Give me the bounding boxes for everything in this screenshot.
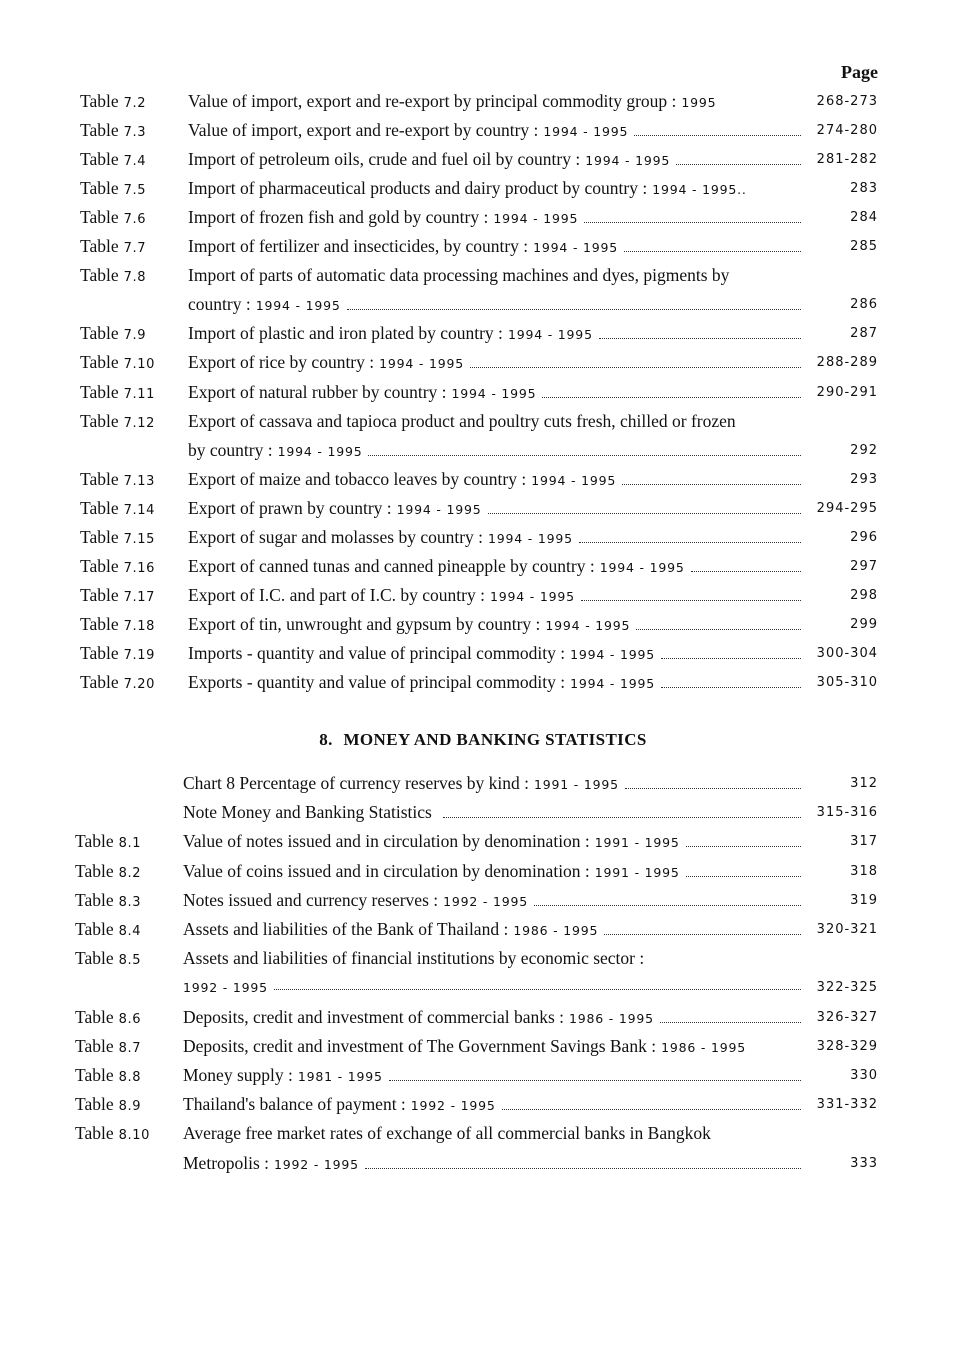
dot-leader [625, 788, 801, 789]
table-label [80, 382, 185, 403]
toc-entry [0, 798, 966, 827]
entry-years: 1994 - 1995 [255, 298, 341, 314]
page-number: 330 [850, 1068, 878, 1083]
toc-entry [0, 886, 966, 915]
page-number: 315-316 [816, 805, 878, 821]
toc-entry [0, 145, 966, 174]
toc-entry [0, 1003, 966, 1032]
entry-title-text: Value of import, export and re-export by principal commodity group : [188, 91, 677, 111]
page-number: 268-273 [816, 94, 878, 109]
table-label [75, 1153, 180, 1174]
table-label [80, 614, 185, 635]
entry-title [188, 294, 801, 315]
table-label [75, 890, 180, 911]
entry-years: 1994 - 1995 [379, 356, 465, 372]
table-word: Table [80, 323, 119, 344]
entry-title [188, 614, 801, 635]
entry-title-text: Value of notes issued and in circulation by denomination : [183, 831, 590, 852]
table-label [80, 294, 185, 315]
entry-title [188, 527, 801, 548]
dot-leader [676, 164, 801, 165]
table-word: Table [75, 1035, 114, 1056]
page-number: 305-310 [816, 675, 878, 690]
entry-years: 1994 - 1995.. [652, 182, 747, 198]
dot-leader [686, 846, 801, 847]
table-label [80, 411, 185, 432]
table-label [75, 1123, 180, 1144]
table-word: Table [75, 919, 114, 939]
page-column-header: Page [841, 62, 878, 82]
table-number: 8.10 [118, 1128, 150, 1144]
entry-title [188, 352, 801, 373]
table-label [80, 469, 185, 490]
entry-years: 1994 - 1995 [489, 588, 575, 604]
table-word: Table [80, 642, 119, 663]
entry-title [183, 948, 801, 969]
entry-years: 1992 - 1995 [183, 980, 268, 996]
page-number: 312 [850, 776, 878, 791]
table-word: Table [80, 178, 119, 199]
entry-title-text: Metropolis : [183, 1152, 270, 1173]
table-word: Table [75, 1094, 114, 1115]
table-word: Table [80, 613, 119, 634]
toc-entry [0, 261, 966, 290]
table-label [80, 556, 185, 577]
entry-title [183, 1094, 801, 1115]
table-label [80, 323, 185, 344]
table-number: 7.9 [123, 328, 147, 344]
table-number: 8.9 [118, 1099, 142, 1115]
toc-entry [0, 290, 966, 319]
page-number: 317 [850, 834, 878, 850]
page-number: 296 [850, 529, 878, 545]
entry-title-text: Deposits, credit and investment of The Government Savings Bank : [183, 1035, 657, 1056]
toc-entry [0, 827, 966, 856]
toc-entry [0, 769, 966, 798]
dot-leader [661, 658, 801, 659]
table-label [80, 207, 185, 228]
toc-entry [0, 1119, 966, 1148]
table-word: Table [80, 91, 119, 111]
entry-title-text: Imports - quantity and value of principal commodity : [188, 642, 566, 663]
table-number: 8.7 [118, 1040, 142, 1056]
table-label [75, 773, 180, 794]
entry-title [183, 1007, 801, 1028]
entry-title [188, 411, 801, 432]
table-label [80, 440, 185, 461]
dot-leader [365, 1168, 801, 1169]
entry-title-text: Thailand's balance of payment : [183, 1094, 406, 1115]
dot-leader [584, 222, 801, 223]
entry-title [183, 919, 801, 940]
table-label [80, 585, 185, 606]
table-number: 8.4 [118, 924, 142, 939]
entry-title [188, 265, 801, 286]
table-word: Table [80, 207, 119, 228]
table-label [80, 352, 185, 373]
toc-entry [0, 915, 966, 944]
entry-years: 1981 - 1995 [297, 1069, 383, 1084]
page-number: 331-332 [816, 1097, 878, 1113]
entry-years: 1994 - 1995 [451, 385, 537, 401]
table-number: 7.13 [123, 473, 155, 489]
table-number: 8.2 [118, 865, 142, 881]
entry-title [188, 236, 801, 257]
table-word: Table [75, 889, 114, 910]
table-label [80, 236, 185, 257]
table-label [75, 948, 180, 969]
table-word: Table [80, 410, 119, 431]
dot-leader [534, 905, 801, 906]
entry-years: 1992 - 1995 [274, 1156, 359, 1172]
entry-years: 1986 - 1995 [661, 1039, 746, 1055]
entry-title [183, 773, 801, 794]
table-word: Table [80, 584, 119, 605]
entry-title [188, 149, 801, 170]
entry-title-text: Export of maize and tobacco leaves by country : [188, 468, 527, 489]
entry-years: 1994 - 1995 [570, 676, 656, 691]
table-number: 8.5 [118, 953, 142, 969]
table-word: Table [80, 672, 119, 692]
entry-title [188, 498, 801, 519]
table-number: 7.2 [123, 96, 147, 111]
entry-title [188, 556, 801, 577]
entry-years: 1995 [681, 95, 717, 110]
entry-years: 1986 - 1995 [569, 1010, 654, 1026]
page-number: 318 [850, 863, 878, 879]
entry-years: 1991 - 1995 [594, 864, 680, 880]
entry-years: 1994 - 1995 [396, 501, 482, 517]
entry-title-text: Assets and liabilities of financial institutions by economic sector : [183, 948, 645, 969]
entry-title-text: Export of I.C. and part of I.C. by country : [188, 584, 485, 605]
table-word: Table [80, 555, 119, 576]
table-label [80, 120, 185, 141]
table-word: Table [80, 526, 119, 547]
table-word: Table [75, 1006, 114, 1027]
page-number: 299 [850, 616, 878, 632]
table-label [75, 1036, 180, 1057]
page-number: 287 [850, 326, 878, 342]
table-label [80, 672, 185, 693]
entry-title [183, 1036, 801, 1057]
entry-title [183, 802, 801, 823]
toc-entry [0, 944, 966, 973]
page-number: 293 [850, 471, 878, 487]
entry-title [183, 831, 801, 852]
table-label [75, 919, 180, 940]
entry-title-text: Value of import, export and re-export by country : [188, 120, 539, 141]
toc-entry [0, 973, 966, 1002]
entry-title-text: Exports - quantity and value of principal commodity : [188, 672, 566, 692]
toc-entry [0, 581, 966, 610]
entry-years: 1986 - 1995 [513, 923, 599, 938]
table-number: 7.14 [123, 502, 155, 518]
table-label [75, 1065, 180, 1086]
page-number: 288-289 [816, 355, 878, 371]
entry-title [183, 1065, 801, 1086]
table-label [75, 802, 180, 823]
table-label [75, 861, 180, 882]
entry-title-text: Export of canned tunas and canned pineapple by country : [188, 555, 595, 576]
page-number: 322-325 [816, 980, 878, 996]
dot-leader [636, 629, 801, 630]
entry-title-text: Deposits, credit and investment of commercial banks : [183, 1006, 565, 1027]
page-number: 320-321 [816, 922, 878, 937]
entry-title-text: Import of pharmaceutical products and dairy product by country : [188, 178, 648, 199]
table-number: 7.19 [123, 647, 155, 663]
toc-entry [0, 610, 966, 639]
table-word: Table [75, 1065, 114, 1085]
toc-entry [0, 407, 966, 436]
page-number: 300-304 [816, 645, 878, 661]
dot-leader [488, 513, 801, 514]
table-word: Table [80, 236, 119, 257]
table-word: Table [80, 120, 119, 141]
table-number: 7.20 [123, 677, 155, 692]
entry-title [188, 178, 801, 199]
toc-entry [0, 174, 966, 203]
dot-leader [368, 455, 801, 456]
table-word: Table [75, 860, 114, 881]
entry-years: 1992 - 1995 [410, 1098, 496, 1114]
dot-leader [347, 309, 801, 310]
entry-title [188, 382, 801, 403]
table-number: 7.11 [123, 386, 155, 402]
table-label [80, 265, 185, 286]
table-label [80, 643, 185, 664]
toc-entry [0, 1032, 966, 1061]
entry-title [183, 890, 801, 911]
entry-title-text: Export of sugar and molasses by country : [188, 526, 484, 547]
section-title: MONEY AND BANKING STATISTICS [343, 730, 647, 749]
toc-entry [0, 1090, 966, 1119]
entry-title-text: Export of cassava and tapioca product and poultry cuts fresh, chilled or frozen [188, 410, 736, 431]
entry-title [188, 672, 801, 693]
entry-years: 1992 - 1995 [443, 893, 529, 909]
entry-title-text: country : [188, 294, 251, 315]
page-number: 333 [850, 1155, 878, 1171]
entry-title [183, 1123, 801, 1144]
entry-title-text: Export of tin, unwrought and gypsum by country : [188, 613, 541, 634]
entry-title-text: Export of prawn by country : [188, 497, 392, 518]
toc-entry [0, 436, 966, 465]
toc-entry [0, 87, 966, 116]
page-number: 283 [850, 181, 878, 197]
table-number: 7.8 [123, 270, 147, 286]
table-number: 8.3 [118, 894, 142, 910]
entry-title-text: Import of frozen fish and gold by country : [188, 207, 489, 228]
entry-title [188, 91, 801, 112]
table-number: 7.18 [123, 618, 155, 634]
entry-title [183, 980, 801, 995]
table-number: 7.17 [123, 589, 155, 605]
entry-years: 1994 - 1995 [570, 646, 656, 662]
entry-title-text: Average free market rates of exchange of all commercial banks in Bangkok [183, 1123, 711, 1144]
table-number: 7.15 [123, 531, 155, 547]
table-word: Table [80, 149, 119, 170]
table-word: Table [75, 948, 114, 969]
dot-leader [691, 571, 801, 572]
entry-title [188, 440, 801, 461]
entry-years: 1994 - 1995 [599, 559, 685, 575]
entry-years: 1994 - 1995 [493, 211, 579, 227]
entry-title [188, 207, 801, 228]
entry-title [188, 643, 801, 664]
entry-title-text: Import of plastic and iron plated by country : [188, 323, 503, 344]
page-number: 281-282 [816, 152, 878, 168]
table-number: 7.3 [123, 125, 147, 141]
toc-entry [0, 494, 966, 523]
table-label [80, 149, 185, 170]
page-number: 298 [850, 587, 878, 603]
entry-title-text: Import of petroleum oils, crude and fuel oil by country : [188, 149, 581, 170]
entry-years: 1991 - 1995 [594, 835, 680, 851]
toc-entry [0, 319, 966, 348]
toc-entry [0, 348, 966, 377]
dot-leader [634, 135, 801, 136]
dot-leader [686, 876, 801, 877]
table-label [80, 498, 185, 519]
entry-years: 1994 - 1995 [545, 617, 631, 633]
entry-title-text: Export of rice by country : [188, 352, 375, 373]
entry-title [183, 861, 801, 882]
dot-leader [622, 484, 801, 485]
table-word: Table [75, 831, 114, 852]
section-number: 8. [319, 730, 333, 749]
table-label [75, 831, 180, 852]
table-label [75, 977, 180, 998]
dot-leader [389, 1080, 801, 1081]
entry-title-text: by country : [188, 439, 273, 460]
entry-title [183, 1153, 801, 1174]
page-number: 297 [850, 558, 878, 574]
entry-years: 1994 - 1995 [277, 443, 363, 459]
entry-title-text: Import of fertilizer and insecticides, by country : [188, 236, 529, 257]
table-label [80, 91, 185, 112]
dot-leader [661, 687, 801, 688]
entry-title-text: Assets and liabilities of the Bank of Thailand : [183, 919, 509, 939]
table-word: Table [80, 265, 119, 286]
entry-title [188, 120, 801, 141]
toc-entry [0, 523, 966, 552]
entry-title-text: Note Money and Banking Statistics [183, 802, 432, 823]
entry-title-text: Value of coins issued and in circulation by denomination : [183, 860, 590, 881]
entry-title-text: Money supply : [183, 1065, 293, 1085]
dot-leader [581, 600, 801, 601]
table-number: 7.10 [123, 357, 155, 373]
table-word: Table [80, 352, 119, 373]
dot-leader [443, 817, 801, 818]
entry-title-text: Export of natural rubber by country : [188, 381, 447, 402]
toc-entry [0, 639, 966, 668]
table-number: 7.4 [123, 154, 147, 170]
toc-entry [0, 378, 966, 407]
table-word: Table [80, 381, 119, 402]
table-word: Table [80, 468, 119, 489]
table-label [75, 1007, 180, 1028]
toc-entry [0, 203, 966, 232]
table-label [80, 178, 185, 199]
toc-entry [0, 1149, 966, 1178]
dot-leader [542, 397, 801, 398]
entry-years: 1994 - 1995 [531, 472, 617, 488]
table-number: 8.8 [118, 1070, 142, 1085]
entry-title [188, 323, 801, 344]
table-label [75, 1094, 180, 1115]
section-heading [0, 730, 966, 750]
table-label [80, 527, 185, 548]
dot-leader [624, 251, 801, 252]
toc-entry [0, 116, 966, 145]
dot-leader [599, 338, 801, 339]
entry-years: 1994 - 1995 [507, 327, 593, 343]
dot-leader [470, 367, 801, 368]
toc-entry [0, 232, 966, 261]
entry-years: 1991 - 1995 [533, 777, 619, 792]
page-number: 292 [850, 442, 878, 458]
table-number: 7.5 [123, 183, 147, 199]
entry-years: 1994 - 1995 [543, 124, 629, 140]
table-word: Table [75, 1123, 114, 1144]
table-word: Table [80, 497, 119, 518]
entry-years: 1994 - 1995 [488, 530, 573, 546]
dot-leader [660, 1022, 801, 1023]
dot-leader [579, 542, 801, 543]
table-number: 7.7 [123, 241, 147, 257]
entry-title [188, 469, 801, 490]
page-number: 326-327 [816, 1009, 878, 1025]
table-number: 8.6 [118, 1011, 142, 1027]
toc-entry [0, 668, 966, 697]
toc-entry [0, 857, 966, 886]
page-number: 319 [850, 892, 878, 908]
dot-leader [502, 1109, 801, 1110]
entry-title-text: Import of parts of automatic data processing machines and dyes, pigments by [188, 265, 730, 286]
toc-entry [0, 552, 966, 581]
page-number: 328-329 [816, 1038, 878, 1054]
entry-years: 1994 - 1995 [533, 240, 619, 256]
entry-title-text: Notes issued and currency reserves : [183, 889, 439, 910]
page-number: 290-291 [816, 384, 878, 400]
table-number: 8.1 [118, 836, 142, 852]
dot-leader [274, 989, 801, 990]
page-number: 274-280 [816, 123, 878, 139]
toc-entry [0, 1061, 966, 1090]
page-number: 284 [850, 210, 878, 226]
table-number: 7.16 [123, 560, 155, 576]
page-number: 285 [850, 239, 878, 255]
table-number: 7.6 [123, 212, 147, 228]
page-number: 286 [850, 297, 878, 313]
dot-leader [604, 934, 801, 935]
page-number: 294-295 [816, 500, 878, 516]
entry-title-text: Chart 8 Percentage of currency reserves by kind : [183, 773, 529, 793]
toc-entry [0, 465, 966, 494]
entry-years: 1994 - 1995 [585, 153, 671, 169]
entry-title [188, 585, 801, 606]
table-number: 7.12 [123, 415, 155, 431]
